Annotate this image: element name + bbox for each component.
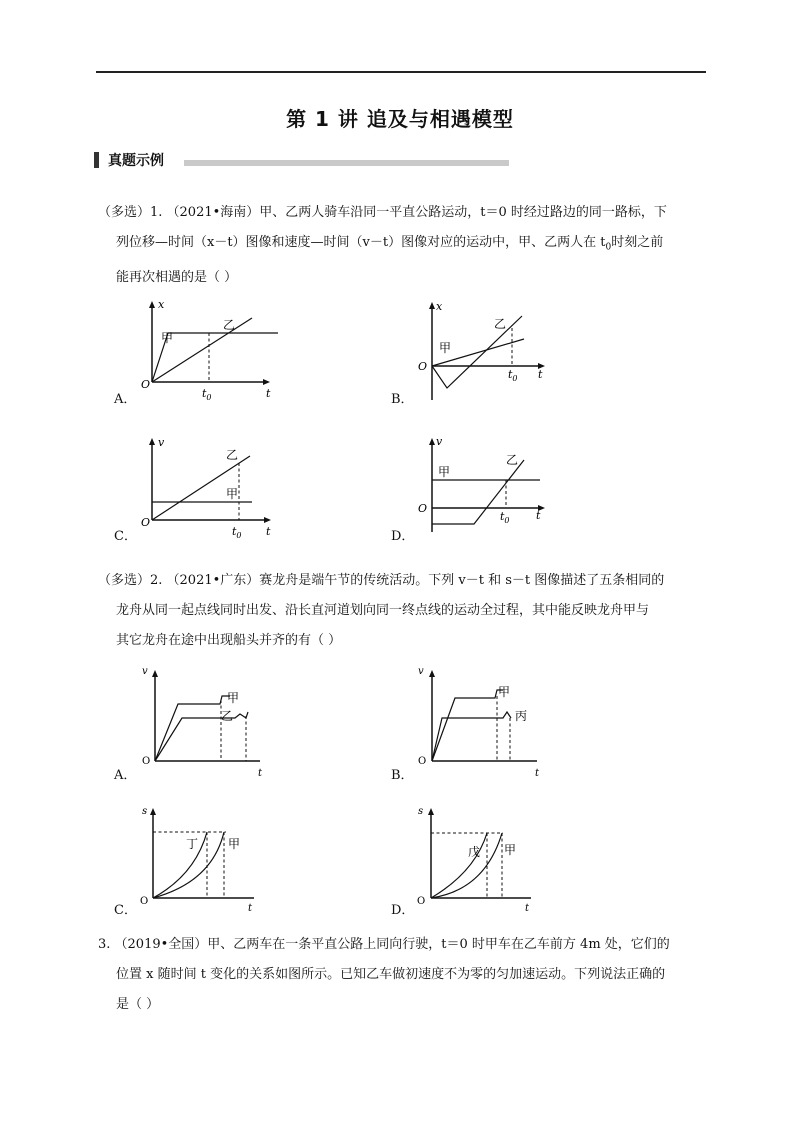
q2-line-2: 龙舟从同一起点线同时出发、沿长直河道划向同一终点线的运动全过程，其中能反映龙舟甲与 — [116, 603, 650, 618]
x-axis-label: t — [538, 368, 543, 381]
curve-label-2: 丙 — [515, 709, 528, 723]
jia-curve — [431, 833, 502, 898]
origin-label: O — [418, 756, 427, 767]
jia-curve — [155, 696, 230, 761]
t0-label: $t_0$ — [202, 387, 212, 402]
curve-label-1: 甲 — [498, 685, 511, 699]
section-marker — [94, 152, 99, 168]
curve-label-1: 丁 — [186, 837, 199, 851]
q1-option-c-label[interactable]: C． — [114, 529, 137, 544]
origin-label: O — [417, 896, 426, 907]
q1-graph-b — [414, 296, 564, 406]
y-arrow-icon — [428, 808, 434, 815]
jia-label: 甲 — [439, 341, 452, 355]
origin-label: O — [141, 378, 151, 391]
y-axis-label: s — [142, 806, 148, 817]
yi-label: 乙 — [223, 318, 236, 332]
q2-graph-a — [140, 660, 280, 780]
question-3-text — [98, 930, 710, 1020]
q1-line-2: 列位移—时间（x－t）图像和速度—时间（v－t）图像对应的运动中，甲、乙两人在 $t_0$时刻之前 — [116, 235, 664, 253]
curve-label-2: 乙 — [221, 709, 234, 723]
q1-line-3: 能再次相遇的是（ ） — [116, 269, 238, 285]
yi-label: 乙 — [494, 317, 507, 331]
y-arrow-icon — [429, 670, 435, 677]
q1-option-d-label[interactable]: D． — [391, 529, 415, 544]
x-axis-label: t — [525, 903, 530, 914]
yi-line — [454, 460, 524, 524]
curve-label-1: 甲 — [227, 691, 240, 705]
yi-line — [152, 318, 252, 382]
origin-label: O — [140, 896, 149, 907]
x-axis-label: t — [266, 387, 271, 400]
q2-option-a-label[interactable]: A． — [114, 768, 137, 783]
q2-option-b-label[interactable]: B． — [391, 768, 414, 783]
question-2-text — [98, 566, 710, 656]
q2-option-d-label[interactable]: D． — [391, 903, 415, 918]
origin-label: O — [418, 360, 428, 373]
y-arrow-icon — [429, 438, 435, 445]
q2-option-c-label[interactable]: C． — [114, 903, 137, 918]
y-axis-label: v — [142, 666, 148, 677]
curve-label-2: 甲 — [228, 837, 241, 851]
jia-curve — [432, 690, 503, 761]
curve-label-1: 戊 — [468, 845, 481, 859]
q1-graph-c — [138, 432, 288, 542]
origin-label: O — [418, 502, 428, 515]
y-axis-label: v — [436, 435, 443, 448]
x-arrow-icon — [264, 517, 271, 523]
q2-graph-b — [415, 660, 555, 780]
t0-label: $t_0$ — [508, 368, 518, 383]
q2-line-3: 其它龙舟在途中出现船头并齐的有（ ） — [116, 633, 342, 648]
curve-label-2: 甲 — [504, 843, 517, 857]
q3-line-1: 3. （2019•全国）甲、乙两车在一条平直公路上同向行驶，t＝0 时甲车在乙车前方 4m 处，它们的 — [98, 937, 670, 952]
yi-label: 乙 — [506, 453, 519, 467]
y-axis-label: x — [436, 300, 443, 313]
x-axis-label: t — [536, 509, 541, 522]
q3-line-3: 是（ ） — [116, 997, 160, 1012]
x-arrow-icon — [263, 379, 270, 385]
section-underline — [184, 160, 509, 166]
question-1-text — [98, 198, 710, 293]
y-arrow-icon — [149, 301, 155, 308]
q1-graph-a — [138, 296, 288, 406]
y-axis-label: s — [418, 806, 424, 817]
y-arrow-icon — [149, 438, 155, 445]
y-axis-label: v — [418, 666, 424, 677]
header-rule — [96, 71, 706, 73]
q2-graph-d — [415, 800, 555, 915]
bing-curve — [432, 712, 511, 761]
q1-option-b-label[interactable]: B． — [391, 392, 414, 407]
y-axis-label: x — [158, 298, 165, 311]
origin-label: O — [141, 516, 151, 529]
y-arrow-icon — [152, 670, 158, 677]
y-arrow-icon — [429, 302, 435, 309]
x-axis-label: t — [535, 768, 540, 779]
q2-line-1: （多选）2. （2021•广东）赛龙舟是端午节的传统活动。下列 v－t 和 s－t 图像描述了五条相同的 — [98, 573, 665, 588]
x-axis-label: t — [248, 903, 253, 914]
x-axis-label: t — [266, 525, 271, 538]
wu-curve — [431, 833, 487, 898]
q1-line-1: （多选）1. （2021•海南）甲、乙两人骑车沿同一平直公路运动，t＝0 时经过路边的同一路标，下 — [98, 205, 667, 220]
y-axis-label: v — [158, 436, 165, 449]
q1-option-a-label[interactable]: A． — [114, 392, 137, 407]
jia-label: 甲 — [438, 465, 451, 479]
q2-graph-c — [140, 800, 280, 915]
jia-label: 甲 — [226, 487, 239, 501]
origin-label: O — [142, 756, 151, 767]
yi-label: 乙 — [226, 448, 239, 462]
yi-curve — [155, 712, 248, 761]
jia-label: 甲 — [161, 331, 174, 345]
t0-label: $t_0$ — [232, 525, 242, 540]
x-axis-label: t — [258, 768, 263, 779]
q3-line-2: 位置 x 随时间 t 变化的关系如图所示。已知乙车做初速度不为零的匀加速运动。下列说法正确的 — [116, 967, 666, 982]
y-arrow-icon — [150, 808, 156, 815]
q1-graph-d — [414, 432, 564, 542]
page-title: 第 1 讲 追及与相遇模型 — [286, 107, 514, 131]
t0-label: $t_0$ — [500, 510, 510, 525]
section-label: 真题示例 — [108, 153, 164, 169]
